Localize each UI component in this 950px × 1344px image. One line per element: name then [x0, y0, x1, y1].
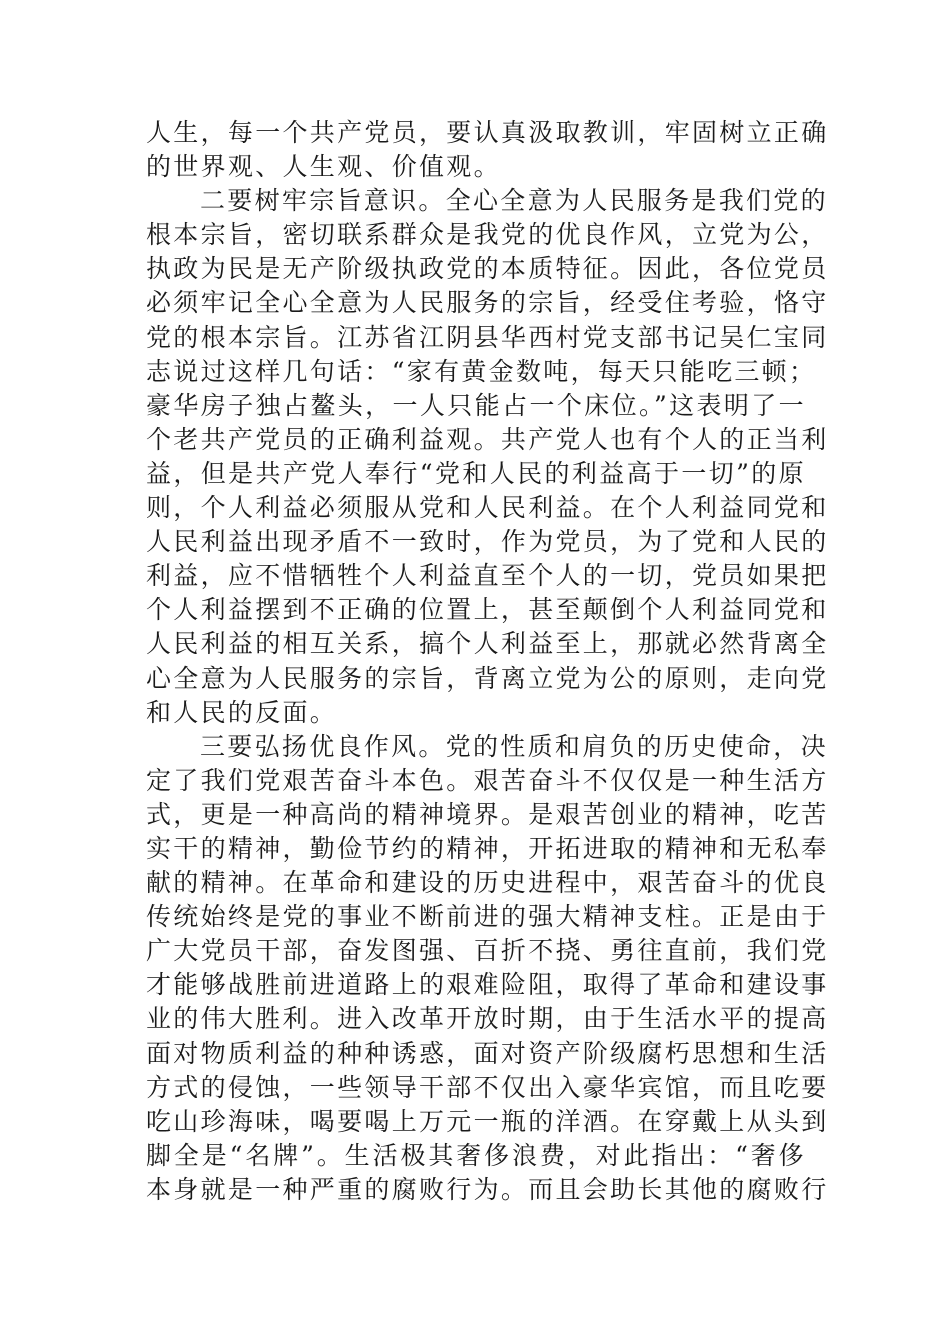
text-line: 定了我们党艰苦奋斗本色。艰苦奋斗不仅仅是一种生活方 [146, 765, 829, 795]
document-body [146, 116, 829, 1207]
text-line: 利益，应不惜牺牲个人利益直至个人的一切，党员如果把 [146, 561, 829, 591]
text-line: 根本宗旨，密切联系群众是我党的优良作风，立党为公， [146, 220, 829, 250]
text-line: 方式的侵蚀，一些领导干部不仅出入豪华宾馆，而且吃要 [146, 1072, 829, 1102]
text-line: 人民利益出现矛盾不一致时，作为党员，为了党和人民的 [146, 527, 829, 557]
text-line: 二要树牢宗旨意识。全心全意为人民服务是我们党的 [200, 186, 828, 216]
text-line: 必须牢记全心全意为人民服务的宗旨，经受住考验，恪守 [146, 288, 829, 318]
text-line: 的世界观、人生观、价值观。 [146, 152, 501, 182]
text-line: 面对物质利益的种种诱惑，面对资产阶级腐朽思想和生活 [146, 1038, 829, 1068]
paragraph [146, 184, 829, 730]
text-line: 才能够战胜前进道路上的艰难险阻，取得了革命和建设事 [146, 970, 829, 1000]
text-line: 个老共产党员的正确利益观。共产党人也有个人的正当利 [146, 424, 829, 454]
text-line: 传统始终是党的事业不断前进的强大精神支柱。正是由于 [146, 902, 829, 932]
paragraph [146, 730, 829, 1207]
text-line: 实干的精神，勤俭节约的精神，开拓进取的精神和无私奉 [146, 833, 829, 863]
paragraph [146, 116, 829, 184]
text-line: 人生，每一个共产党员，要认真汲取教训，牢固树立正确 [146, 118, 829, 147]
text-line: 广大党员干部，奋发图强、百折不挠、勇往直前，我们党 [146, 936, 829, 966]
text-line: 三要弘扬优良作风。党的性质和肩负的历史使命，决 [200, 731, 828, 761]
text-line: 党的根本宗旨。江苏省江阴县华西村党支部书记吴仁宝同 [146, 322, 829, 352]
text-line: 人民利益的相互关系，搞个人利益至上，那就必然背离全 [146, 629, 829, 659]
text-line: 心全意为人民服务的宗旨，背离立党为公的原则，走向党 [146, 663, 829, 693]
text-line: 豪华房子独占鳌头，一人只能占一个床位。”这表明了一 [146, 390, 806, 420]
text-line: 志说过这样几句话：“家有黄金数吨，每天只能吃三顿； [146, 356, 817, 386]
text-line: 执政为民是无产阶级执政党的本质特征。因此，各位党员 [146, 254, 829, 284]
text-line: 献的精神。在革命和建设的历史进程中，艰苦奋斗的优良 [146, 868, 829, 898]
text-line: 本身就是一种严重的腐败行为。而且会助长其他的腐败行 [146, 1174, 829, 1204]
text-line: 个人利益摆到不正确的位置上，甚至颠倒个人利益同党和 [146, 595, 829, 625]
text-line: 吃山珍海味，喝要喝上万元一瓶的洋酒。在穿戴上从头到 [146, 1106, 829, 1136]
text-line: 式，更是一种高尚的精神境界。是艰苦创业的精神，吃苦 [146, 799, 829, 829]
text-line: 和人民的反面。 [146, 697, 338, 727]
text-line: 益，但是共产党人奉行“党和人民的利益高于一切”的原 [146, 458, 806, 488]
text-line: 业的伟大胜利。进入改革开放时期，由于生活水平的提高 [146, 1004, 829, 1034]
text-line: 脚全是“名牌”。生活极其奢侈浪费，对此指出：“奢侈 [146, 1140, 806, 1170]
text-line: 则，个人利益必须服从党和人民利益。在个人利益同党和 [146, 493, 829, 523]
